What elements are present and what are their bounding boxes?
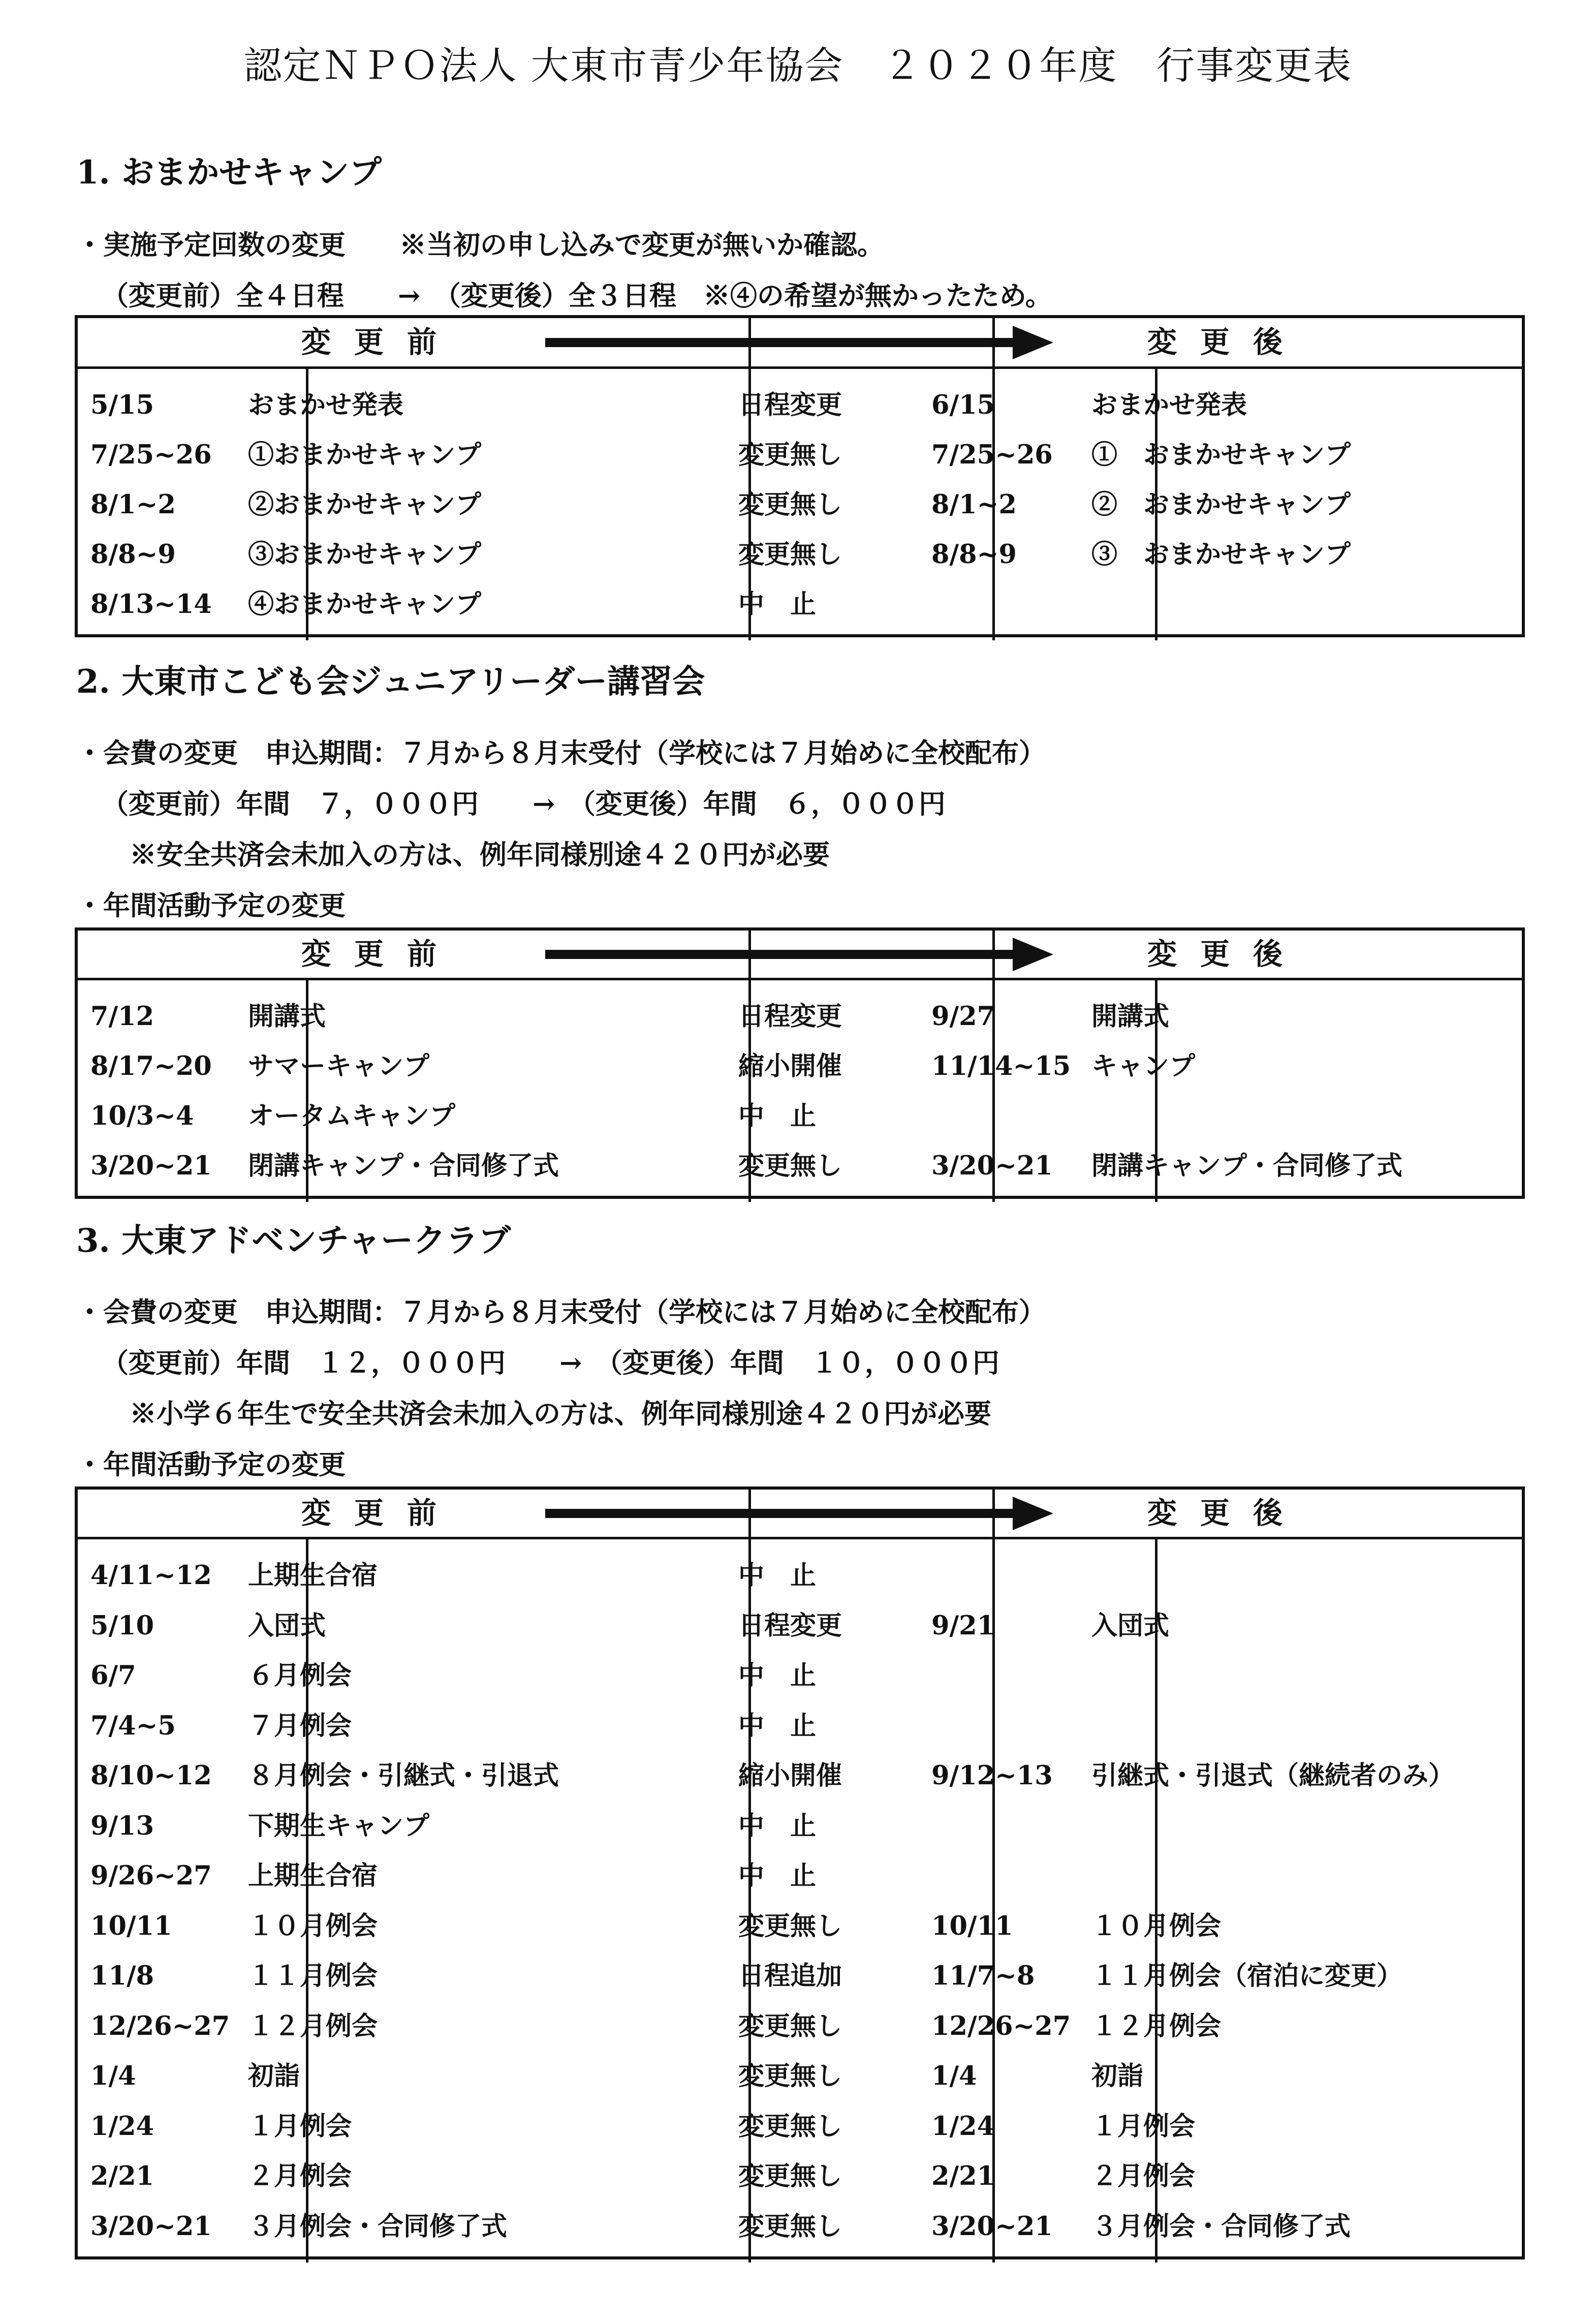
row-status: 縮小開催 [738, 1051, 842, 1081]
section-heading-2: 2. 大東市こども会ジュニアリーダー講習会 [76, 663, 705, 701]
section-2-note-2: （変更前）年間 ７，０００円 → （変更後）年間 ６，０００円 [102, 788, 946, 820]
header-after-label: 変更後 [1147, 937, 1306, 971]
row-date: 8/13~14 [90, 589, 212, 620]
change-arrow-icon [545, 937, 1053, 972]
row-event: ８月例会・引継式・引退式 [248, 1760, 559, 1791]
row-date: 5/10 [90, 1610, 154, 1641]
row-date: 2/21 [90, 2161, 154, 2191]
row-event: ④おまかせキャンプ [248, 589, 482, 620]
row-status: 変更無し [738, 2161, 842, 2191]
row-status: 中 止 [738, 589, 817, 620]
row-status: 中 止 [738, 1101, 817, 1131]
table-row [78, 1551, 1522, 1601]
header-before-label: 変更前 [301, 1496, 460, 1530]
row-new-event: １２月例会 [1091, 2010, 1222, 2041]
header-after-label: 変更後 [1147, 1496, 1306, 1530]
table-row [78, 2051, 1522, 2101]
change-table-1 [75, 315, 1525, 637]
row-status: 変更無し [738, 489, 842, 520]
row-event: 上期生合宿 [248, 1560, 378, 1591]
table-body [78, 1539, 1522, 2251]
row-status: 中 止 [738, 1861, 817, 1891]
row-status: 中 止 [738, 1560, 817, 1591]
row-new-date: 3/20~21 [931, 2211, 1053, 2242]
section-1-note-2: （変更前）全４日程 → （変更後）全３日程 ※④の希望が無かったため。 [102, 280, 1052, 312]
change-arrow-icon [545, 325, 1053, 360]
row-new-event: おまかせ発表 [1091, 390, 1247, 420]
document-title: 認定ＮＰＯ法人 大東市青少年協会 ２０２０年度 行事変更表 [243, 43, 1353, 88]
row-event: １１月例会 [248, 1961, 378, 1991]
section-2-note-3: ※安全共済会未加入の方は、例年同様別途４２０円が必要 [130, 839, 830, 871]
row-status: 中 止 [738, 1710, 817, 1741]
table-row [78, 1951, 1522, 2001]
row-status: 変更無し [738, 440, 842, 470]
row-date: 3/20~21 [90, 2211, 212, 2242]
row-date: 7/25~26 [90, 440, 212, 470]
row-status: 変更無し [738, 1151, 842, 1181]
row-date: 11/8 [90, 1961, 154, 1991]
table-row [78, 1041, 1522, 1091]
row-new-event: １０月例会 [1091, 1910, 1222, 1941]
row-event: ③おまかせキャンプ [248, 539, 482, 570]
header-after-label: 変更後 [1147, 325, 1306, 359]
row-new-event: ２月例会 [1091, 2161, 1196, 2191]
section-3-note-1: ・会費の変更 申込期間：７月から８月末受付（学校には７月始めに全校配布） [76, 1296, 1046, 1328]
row-date: 5/15 [90, 390, 154, 420]
row-status: 日程変更 [738, 1001, 842, 1032]
table-header [78, 931, 1522, 980]
row-status: 縮小開催 [738, 1760, 842, 1791]
row-date: 8/10~12 [90, 1760, 212, 1791]
row-status: 変更無し [738, 1910, 842, 1941]
row-date: 10/3~4 [90, 1101, 194, 1131]
change-table-3 [75, 1486, 1525, 2259]
table-row [78, 1851, 1522, 1901]
row-status: 変更無し [738, 2061, 842, 2091]
row-event: １０月例会 [248, 1910, 378, 1941]
row-event: １月例会 [248, 2111, 352, 2142]
row-event: ３月例会・合同修了式 [248, 2211, 508, 2242]
row-event: 閉講キャンプ・合同修了式 [248, 1151, 559, 1181]
table-body [78, 369, 1522, 629]
table-header [78, 318, 1522, 369]
row-status: 変更無し [738, 539, 842, 570]
table-row [78, 2101, 1522, 2152]
table-row [78, 1801, 1522, 1851]
table-row [78, 1141, 1522, 1191]
row-status: 日程追加 [738, 1961, 842, 1991]
table-row [78, 380, 1522, 430]
table-row [78, 1751, 1522, 1801]
row-new-date: 1/24 [931, 2111, 995, 2142]
row-new-date: 9/27 [931, 1001, 995, 1032]
row-new-event: ③ おまかせキャンプ [1091, 539, 1351, 570]
table-row [78, 579, 1522, 629]
row-new-event: 開講式 [1091, 1001, 1170, 1032]
row-event: 入団式 [248, 1610, 326, 1641]
table-row [78, 1651, 1522, 1701]
section-1-note-1: ・実施予定回数の変更 ※当初の申し込みで変更が無いか確認。 [76, 229, 884, 261]
section-2-note-4: ・年間活動予定の変更 [76, 890, 346, 921]
row-new-date: 3/20~21 [931, 1151, 1053, 1181]
table-header [78, 1490, 1522, 1539]
row-status: 中 止 [738, 1810, 817, 1841]
row-new-event: 入団式 [1091, 1610, 1170, 1641]
row-status: 変更無し [738, 2111, 842, 2142]
row-date: 8/8~9 [90, 539, 176, 570]
row-new-date: 7/25~26 [931, 440, 1053, 470]
row-event: サマーキャンプ [248, 1051, 430, 1081]
row-new-event: 閉講キャンプ・合同修了式 [1091, 1151, 1403, 1181]
section-3-note-4: ・年間活動予定の変更 [76, 1449, 346, 1480]
table-row [78, 1091, 1522, 1141]
change-arrow-icon [545, 1496, 1053, 1531]
row-new-event: キャンプ [1091, 1051, 1196, 1081]
row-date: 4/11~12 [90, 1560, 212, 1591]
table-row [78, 430, 1522, 480]
row-date: 8/17~20 [90, 1051, 212, 1081]
row-new-event: ３月例会・合同修了式 [1091, 2211, 1351, 2242]
row-new-event: １１月例会（宿泊に変更） [1091, 1961, 1403, 1991]
row-date: 1/4 [90, 2061, 136, 2091]
section-heading-1: 1. おまかせキャンプ [76, 153, 382, 192]
row-status: 中 止 [738, 1660, 817, 1691]
row-new-date: 10/11 [931, 1910, 1013, 1941]
header-before-label: 変更前 [301, 937, 460, 971]
table-row [78, 2001, 1522, 2052]
row-date: 7/4~5 [90, 1710, 176, 1741]
row-date: 9/26~27 [90, 1861, 212, 1891]
change-table-2 [75, 927, 1525, 1199]
row-event: ２月例会 [248, 2161, 352, 2191]
row-event: ６月例会 [248, 1660, 352, 1691]
row-new-event: 引継式・引退式（継続者のみ） [1091, 1760, 1455, 1791]
row-event: １２月例会 [248, 2010, 378, 2041]
row-status: 変更無し [738, 2010, 842, 2041]
row-event: 初詣 [248, 2061, 300, 2091]
row-date: 12/26~27 [90, 2010, 230, 2041]
row-date: 9/13 [90, 1810, 154, 1841]
row-new-date: 11/14~15 [931, 1051, 1071, 1081]
row-event: ②おまかせキャンプ [248, 489, 482, 520]
row-date: 6/7 [90, 1660, 136, 1691]
section-3-note-3: ※小学６年生で安全共済会未加入の方は、例年同様別途４２０円が必要 [130, 1398, 991, 1430]
row-new-event: ② おまかせキャンプ [1091, 489, 1351, 520]
row-date: 3/20~21 [90, 1151, 212, 1181]
row-date: 8/1~2 [90, 489, 176, 520]
row-event: 上期生合宿 [248, 1861, 378, 1891]
table-row [78, 2202, 1522, 2252]
row-new-date: 12/26~27 [931, 2010, 1071, 2041]
table-row [78, 1601, 1522, 1651]
section-2-note-1: ・会費の変更 申込期間：７月から８月末受付（学校には７月始めに全校配布） [76, 737, 1046, 769]
table-row [78, 992, 1522, 1041]
row-new-date: 8/1~2 [931, 489, 1017, 520]
row-event: オータムキャンプ [248, 1101, 456, 1131]
table-body [78, 980, 1522, 1191]
row-event: ７月例会 [248, 1710, 352, 1741]
row-status: 変更無し [738, 2211, 842, 2242]
row-new-date: 6/15 [931, 390, 995, 420]
table-row [78, 2151, 1522, 2202]
section-heading-3: 3. 大東アドベンチャークラブ [76, 1222, 511, 1260]
table-row [78, 1901, 1522, 1952]
row-new-date: 2/21 [931, 2161, 995, 2191]
row-new-date: 8/8~9 [931, 539, 1017, 570]
row-new-event: １月例会 [1091, 2111, 1196, 2142]
table-row [78, 480, 1522, 530]
row-new-date: 9/12~13 [931, 1760, 1053, 1791]
row-new-date: 9/21 [931, 1610, 995, 1641]
section-3-note-2: （変更前）年間 １２，０００円 → （変更後）年間 １０，０００円 [102, 1347, 999, 1379]
row-event: 下期生キャンプ [248, 1810, 430, 1841]
row-status: 日程変更 [738, 1610, 842, 1641]
row-date: 10/11 [90, 1910, 172, 1941]
row-new-date: 11/7~8 [931, 1961, 1035, 1991]
row-date: 1/24 [90, 2111, 154, 2142]
row-status: 日程変更 [738, 390, 842, 420]
header-before-label: 変更前 [301, 325, 460, 359]
row-event: 開講式 [248, 1001, 326, 1032]
table-row [78, 530, 1522, 579]
row-event: ①おまかせキャンプ [248, 440, 482, 470]
row-new-event: ① おまかせキャンプ [1091, 440, 1351, 470]
row-date: 7/12 [90, 1001, 154, 1032]
row-event: おまかせ発表 [248, 390, 404, 420]
table-row [78, 1701, 1522, 1751]
row-new-date: 1/4 [931, 2061, 977, 2091]
row-new-event: 初詣 [1091, 2061, 1144, 2091]
